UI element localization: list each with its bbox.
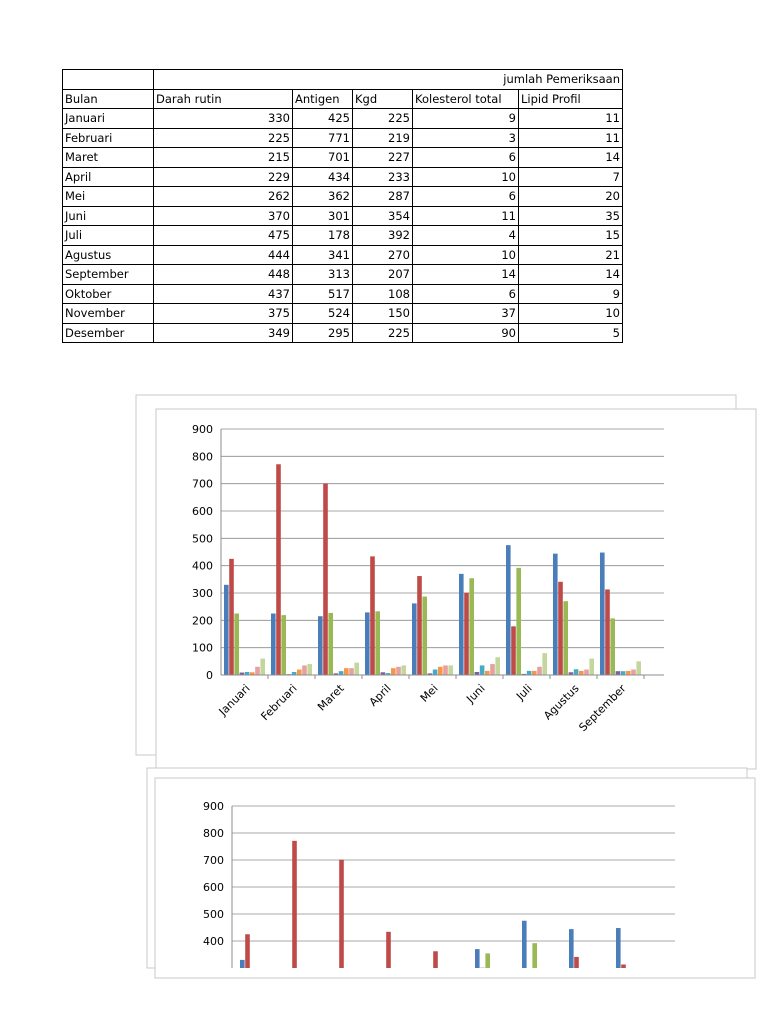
value-cell: 215 (154, 148, 293, 168)
y-tick-label: 700 (203, 854, 224, 867)
header-cell: Antigen (293, 89, 353, 109)
table-corner-cell (63, 70, 154, 90)
value-cell: 227 (353, 148, 413, 168)
value-cell: 262 (154, 187, 293, 207)
bar (574, 669, 579, 675)
bar (422, 597, 427, 675)
value-cell: 362 (293, 187, 353, 207)
bar (318, 616, 323, 675)
bar (443, 665, 448, 675)
bar (339, 860, 344, 968)
value-cell: 3 (413, 128, 519, 148)
bar (302, 665, 307, 675)
month-cell: November (63, 304, 154, 324)
bar (328, 613, 333, 675)
bar (527, 671, 532, 675)
chart-1-container (136, 395, 736, 755)
bar (323, 483, 328, 675)
table-row (63, 265, 623, 285)
bar (307, 664, 312, 675)
y-tick-label: 600 (203, 881, 224, 894)
bar (229, 559, 234, 675)
bar (433, 670, 438, 675)
table-row (63, 323, 623, 343)
value-cell: 6 (413, 187, 519, 207)
y-tick-label: 400 (192, 559, 213, 573)
bar (276, 464, 281, 675)
value-cell: 287 (353, 187, 413, 207)
bar (240, 960, 245, 968)
value-cell: 771 (293, 128, 353, 148)
value-cell: 229 (154, 167, 293, 187)
value-cell: 4 (413, 226, 519, 246)
y-tick-label: 800 (192, 450, 213, 464)
value-cell: 11 (413, 206, 519, 226)
bar (532, 671, 537, 675)
value-cell: 524 (293, 304, 353, 324)
value-cell: 225 (353, 323, 413, 343)
header-cell: Darah rutin (154, 89, 293, 109)
header-cell: Bulan (63, 89, 154, 109)
table-header-row (63, 89, 623, 109)
value-cell: 701 (293, 148, 353, 168)
value-cell: 35 (519, 206, 623, 226)
header-cell: Kgd (353, 89, 413, 109)
bar (626, 671, 631, 675)
month-cell: Oktober (63, 284, 154, 304)
bar (370, 556, 375, 675)
bar (616, 671, 621, 675)
month-cell: September (63, 265, 154, 285)
bar (339, 671, 344, 675)
table-row (63, 226, 623, 246)
chart-1 (136, 395, 736, 755)
x-tick-label: Februari (258, 681, 300, 724)
y-tick-label: 500 (203, 908, 224, 921)
bar (255, 667, 260, 675)
table-row (63, 187, 623, 207)
bar (516, 568, 521, 675)
bar (621, 964, 626, 968)
x-tick-label: Juli (513, 681, 535, 703)
value-cell: 375 (154, 304, 293, 324)
value-cell: 207 (353, 265, 413, 285)
bar (396, 667, 401, 675)
bar (417, 576, 422, 675)
bar (401, 665, 406, 675)
value-cell: 10 (413, 245, 519, 265)
value-cell: 6 (413, 148, 519, 168)
x-tick-label: Juni (464, 681, 488, 706)
month-cell: Juli (63, 226, 154, 246)
month-cell: Maret (63, 148, 154, 168)
bar (260, 659, 265, 675)
value-cell: 21 (519, 245, 623, 265)
value-cell: 425 (293, 109, 353, 129)
value-cell: 437 (154, 284, 293, 304)
bar (600, 553, 605, 675)
value-cell: 178 (293, 226, 353, 246)
bar (391, 668, 396, 675)
value-cell: 434 (293, 167, 353, 187)
bar (605, 589, 610, 675)
bar (542, 653, 547, 675)
bar (485, 953, 490, 968)
value-cell: 448 (154, 265, 293, 285)
value-cell: 9 (413, 109, 519, 129)
value-cell: 14 (413, 265, 519, 285)
bar (569, 929, 574, 968)
bar (558, 582, 563, 675)
month-cell: Mei (63, 187, 154, 207)
value-cell: 20 (519, 187, 623, 207)
y-tick-label: 700 (192, 477, 213, 491)
bar (344, 668, 349, 675)
value-cell: 225 (154, 128, 293, 148)
value-cell: 14 (519, 265, 623, 285)
bar (365, 612, 370, 675)
header-cell: Kolesterol total (413, 89, 519, 109)
value-cell: 5 (519, 323, 623, 343)
value-cell: 301 (293, 206, 353, 226)
value-cell: 11 (519, 128, 623, 148)
bar (563, 601, 568, 675)
bar (475, 949, 480, 968)
value-cell: 11 (519, 109, 623, 129)
bar (438, 667, 443, 675)
x-tick-label: Mei (417, 681, 441, 705)
value-cell: 7 (519, 167, 623, 187)
y-tick-label: 0 (206, 669, 213, 682)
value-cell: 313 (293, 265, 353, 285)
y-tick-label: 900 (192, 423, 213, 436)
value-cell: 14 (519, 148, 623, 168)
y-tick-label: 400 (203, 935, 224, 948)
bar (579, 671, 584, 675)
value-cell: 349 (154, 323, 293, 343)
value-cell: 15 (519, 226, 623, 246)
bar (616, 928, 621, 968)
bar (448, 665, 453, 675)
bar (574, 957, 579, 968)
bar (636, 661, 641, 675)
y-tick-label: 600 (192, 505, 213, 518)
data-table (62, 69, 623, 343)
value-cell: 233 (353, 167, 413, 187)
value-cell: 108 (353, 284, 413, 304)
table-row (63, 128, 623, 148)
value-cell: 517 (293, 284, 353, 304)
value-cell: 37 (413, 304, 519, 324)
month-cell: April (63, 167, 154, 187)
table-title: jumlah Pemeriksaan (154, 70, 623, 90)
value-cell: 219 (353, 128, 413, 148)
table-row (63, 109, 623, 129)
month-cell: Desember (63, 323, 154, 343)
y-tick-label: 200 (192, 614, 213, 628)
value-cell: 90 (413, 323, 519, 343)
value-cell: 370 (154, 206, 293, 226)
month-cell: Juni (63, 206, 154, 226)
bar (386, 932, 391, 968)
bar (469, 578, 474, 675)
chart-area (155, 778, 755, 978)
x-tick-label: Maret (315, 681, 347, 714)
month-cell: Februari (63, 128, 154, 148)
table-row (63, 206, 623, 226)
bar (485, 671, 490, 675)
chart-area (156, 409, 756, 769)
bar (224, 585, 229, 675)
table-row (63, 245, 623, 265)
table-row (63, 148, 623, 168)
bar (537, 667, 542, 675)
value-cell: 225 (353, 109, 413, 129)
bar (349, 668, 354, 675)
table-row (63, 304, 623, 324)
bar (245, 934, 250, 968)
bar (511, 626, 516, 675)
bar (297, 670, 302, 675)
value-cell: 6 (413, 284, 519, 304)
value-cell: 10 (413, 167, 519, 187)
bar (271, 614, 276, 676)
value-cell: 475 (154, 226, 293, 246)
bar (281, 615, 286, 675)
bar (433, 951, 438, 968)
bar (522, 921, 527, 968)
bar (412, 603, 417, 675)
x-tick-label: September (576, 681, 629, 735)
bar (631, 670, 636, 675)
month-cell: Agustus (63, 245, 154, 265)
value-cell: 150 (353, 304, 413, 324)
x-tick-label: April (366, 681, 394, 709)
bar (610, 618, 615, 675)
bar (292, 841, 297, 968)
x-tick-label: Januari (216, 681, 253, 719)
month-cell: Januari (63, 109, 154, 129)
chart-2-container (147, 768, 747, 968)
bar (354, 663, 359, 675)
x-tick-label: Agustus (541, 681, 582, 723)
bar (584, 670, 589, 675)
bar (234, 614, 239, 676)
value-cell: 270 (353, 245, 413, 265)
table-title-row (63, 70, 623, 90)
bar (375, 611, 380, 675)
bar (553, 554, 558, 675)
bar (495, 657, 500, 675)
value-cell: 295 (293, 323, 353, 343)
value-cell: 341 (293, 245, 353, 265)
header-cell: Lipid Profil (519, 89, 623, 109)
value-cell: 9 (519, 284, 623, 304)
bar (621, 671, 626, 675)
bar (490, 664, 495, 675)
bar (480, 665, 485, 675)
y-tick-label: 800 (203, 827, 224, 840)
table-row (63, 167, 623, 187)
bar (589, 659, 594, 675)
bar (464, 593, 469, 675)
chart-2 (147, 768, 747, 968)
bar (506, 545, 511, 675)
value-cell: 10 (519, 304, 623, 324)
y-tick-label: 100 (192, 641, 213, 655)
bar (459, 574, 464, 675)
y-tick-label: 500 (192, 532, 213, 546)
y-tick-label: 900 (203, 800, 224, 813)
y-tick-label: 300 (192, 587, 213, 600)
value-cell: 330 (154, 109, 293, 129)
value-cell: 392 (353, 226, 413, 246)
table-row (63, 284, 623, 304)
bar (532, 943, 537, 968)
value-cell: 444 (154, 245, 293, 265)
value-cell: 354 (353, 206, 413, 226)
